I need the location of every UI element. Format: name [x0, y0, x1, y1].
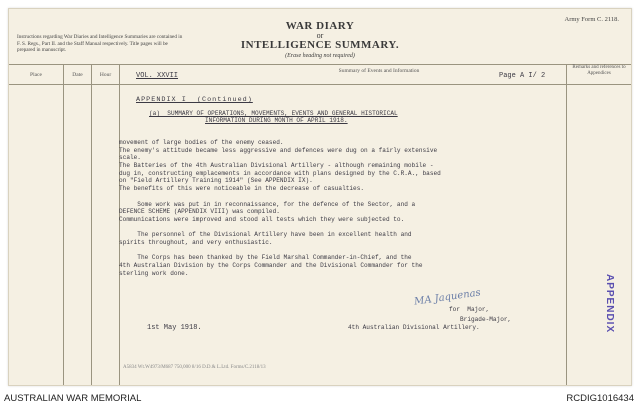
- body-line: The benefits of this were noticeable in the decrease of casualties.: [119, 185, 365, 193]
- diary-page: [8, 8, 632, 386]
- col-header-date: Date: [72, 72, 83, 78]
- col-divider-date: [91, 64, 92, 385]
- title-or: or: [316, 31, 324, 40]
- title-note: (Erase heading not required): [285, 53, 355, 59]
- section-heading-line1: (a) SUMMARY OF OPERATIONS, MOVEMENTS, EVENTS AND GENERAL HISTORICAL: [149, 110, 398, 117]
- body-line: 4th Australian Division by the Corps Commander and the Divisional Commander for the: [119, 262, 423, 269]
- col-header-hour: Hour: [99, 72, 112, 78]
- col-header-remarks: Remarks and references to Appendices: [572, 65, 626, 76]
- print-footer: A5834 Wt.W4973/M687 750,000 8/16 D.D.& L.Ltd. Forms/C.2118/13: [123, 365, 266, 370]
- col-divider-remarks: [566, 64, 567, 385]
- body-line: The Batteries of the 4th Australian Divisional Artillery - although remaining mobile -: [119, 162, 434, 170]
- body-line: DEFENCE SCHEME (APPENDIX VIII) was compiled.: [119, 208, 280, 216]
- signature-unit: 4th Australian Divisional Artillery.: [348, 324, 480, 331]
- body-text: [119, 139, 559, 277]
- body-line: on "Field Artillery Training 1914" (See APPENDIX IX).: [119, 177, 313, 185]
- instructions-text: Instructions regarding War Diaries and Intelligence Summaries are contained in F. S. Regs., Part II. and the Staff Manual respectively. Title pages will be prepared in manuscript.: [17, 34, 183, 54]
- body-line: The enemy's attitude became less aggressive and defences were dug on a fairly extensive: [119, 146, 438, 154]
- body-line: movement of large bodies of the enemy ceased.: [119, 139, 284, 146]
- page-reference: Page A I/ 2: [499, 72, 546, 80]
- body-line: [119, 247, 559, 255]
- body-line: The personnel of the Divisional Artillery have been in excellent health and: [119, 231, 412, 239]
- body-line: The Corps has been thanked by the Field Marshal Commander-in-Chief, and the: [119, 254, 412, 262]
- title-intelligence-summary: INTELLIGENCE SUMMARY.: [240, 39, 400, 51]
- army-form-number: Army Form C. 2118.: [564, 16, 619, 23]
- signature-role: Brigade-Major,: [460, 316, 512, 323]
- caption-record-id: RCDIG1016434: [566, 393, 634, 404]
- handwritten-signature: MA Jaquenas: [413, 287, 482, 308]
- body-line: Communications were improved and stood all tests which they were subjected to.: [119, 215, 405, 223]
- header-bottom-rule: [9, 84, 631, 85]
- header-top-rule: [9, 64, 631, 65]
- col-header-place: Place: [30, 72, 42, 78]
- body-line: Some work was put in in reconnaissance, for the defence of the Sector, and a: [119, 200, 416, 208]
- volume-number: VOL. XXVII: [136, 72, 179, 80]
- document-date: 1st May 1918.: [147, 324, 202, 332]
- body-line: spirits throughout, and very enthusiastic.: [119, 238, 273, 246]
- title-war-diary: WAR DIARY: [285, 20, 355, 32]
- body-line: scale.: [119, 154, 141, 162]
- signature-for: for Major,: [449, 306, 490, 313]
- appendix-heading: APPENDIX I (Continued): [136, 96, 253, 104]
- body-line: dug in, constructing emplacements in accordance with plans designed by the C.R.A., based: [119, 169, 441, 177]
- section-heading-line2: INFORMATION DURING MONTH OF APRIL 1918.: [205, 117, 348, 124]
- appendix-stamp: APPENDIX: [604, 274, 615, 334]
- body-line: [119, 224, 559, 232]
- col-header-summary: Summary of Events and Information: [338, 68, 420, 74]
- col-divider-place: [63, 64, 64, 385]
- body-line: sterling work done.: [119, 269, 189, 277]
- caption-institution: AUSTRALIAN WAR MEMORIAL: [4, 393, 142, 404]
- body-line: [119, 193, 559, 201]
